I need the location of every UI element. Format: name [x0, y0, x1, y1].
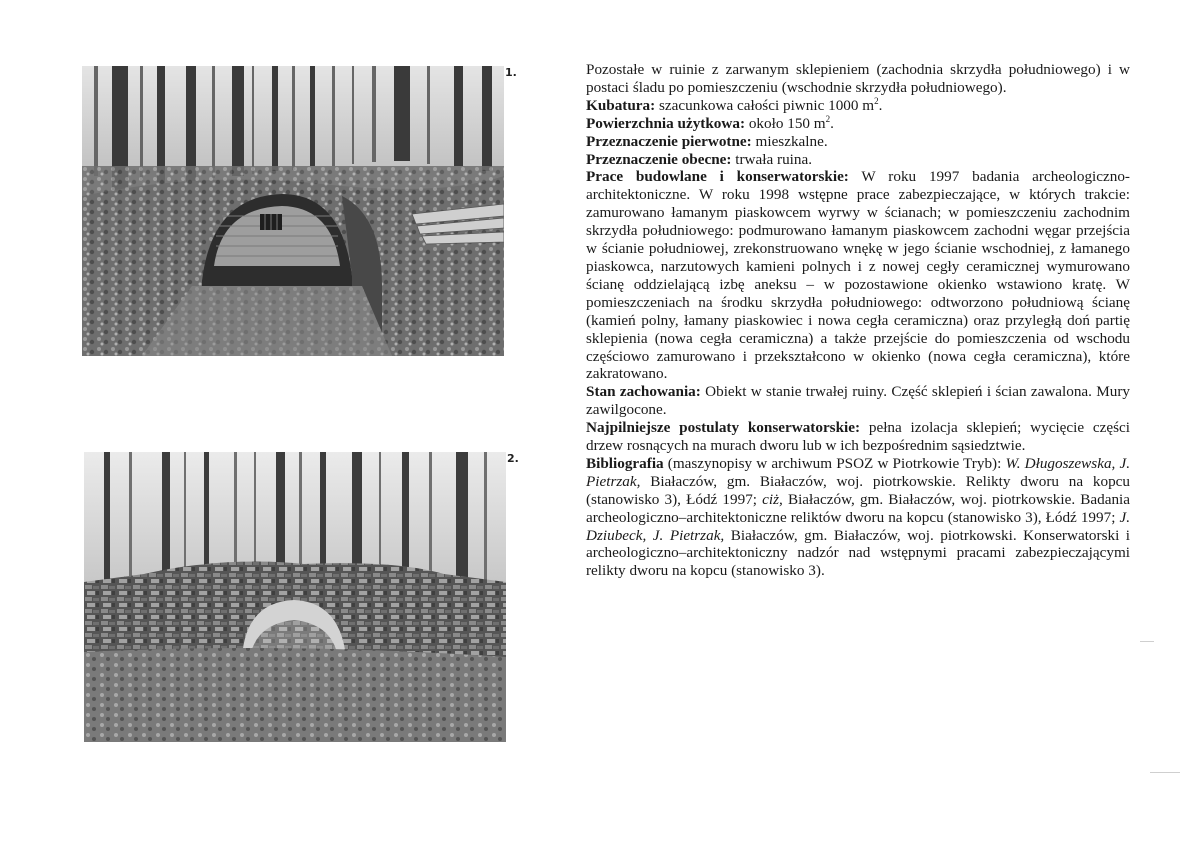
bibl-author-2: ciż, — [762, 490, 783, 508]
bibliografia-paragraph: Bibliografia (maszynopisy w archiwum PSOZ w Piotrkowie Tryb): W. Długoszewska, J. Pietrzak, Białaczów, gm. Białaczów, woj. piotrkowskie. Relikty dworu na kopcu (stanowisko 3), Łódź 1997; ciż, Białaczów, gm. Białaczów, woj. piotrkowskie. Badania archeologiczno–architektoniczne reliktów dworu na kopcu (stanowisko 3), Łódź 1997; J. Dziubeck, J. Pietrzak, Białaczów, gm. Białaczów, woj. piotrkowski. Konserwatorski i archeologiczno–architektoniczny nadzór nad wstępnymi pracami zabezpieczającymi relikty dworu na kopcu (stanowisko 3). — [586, 454, 1131, 580]
photo-number-2: 2. — [507, 452, 519, 465]
powierzchnia-value: około 150 m — [748, 114, 826, 132]
intro-paragraph: Pozostałe w ruinie z zarwanym sklepieniem (zachodnia skrzydła południowego) i w postaci śladu po pomieszczeniu (wschodnie skrzydła południowego). — [586, 61, 1130, 96]
scan-mark — [1140, 641, 1154, 642]
przeznaczenie-obecne-label: Przeznaczenie obecne: — [586, 150, 732, 168]
przeznaczenie-obecne-line — [586, 151, 1130, 169]
prace-value: W roku 1997 badania archeologiczno-architektoniczne. W roku 1998 wstępne prace zabezpieczające, w których trakcie: zamurowano łamanym piaskowcem wyrwy w ścianach; w pomieszczeniu zachodnim skrzydła południowego: podmurowano łamanym piaskowcem zachodni węgar przejścia w ścianie południowej, zrekonstruowano wnękę w jego ścianie wschodniej, z łamanego piaskowca, narzutowych kamieni polnych i z nowej cegły ceramicznej wymurowano ścianę oddzielającą izbę aneksu – w pozostawione okienko wstawiono kratę. W pomieszczeniach na środku skrzydła południowego: odtworzono południową ścianę (kamień polny, łamany piaskowiec i nowa cegła ceramiczna) oraz przyległą doń partię sklepienia (nowa cegła ceramiczna) a także przejście do pomieszczenia od wschodu częściowo zamurowano i przekształcono w okienko (nowa cegła ceramiczna), które zakratowano. — [586, 168, 1130, 383]
prace-label: Prace budowlane i konserwatorskie: — [586, 168, 849, 186]
photo-cellar-ruin-2-image — [84, 452, 506, 742]
kubatura-label: Kubatura: — [586, 96, 656, 114]
kubatura-value: szacunkowa całości piwnic 1000 m — [659, 96, 875, 114]
bibliografia-label: Bibliografia — [586, 454, 664, 472]
photo-cellar-ruin-1-image — [82, 66, 504, 356]
powierzchnia-label: Powierzchnia użytkowa: — [586, 114, 746, 132]
postulaty-value: pełna izolacja sklepień; wycięcie części drzew rosnących na murach dworu lub w ich bezpośrednim sąsiedztwie. — [586, 419, 1130, 455]
przeznaczenie-pierwotne-value: mieszkalne. — [755, 132, 828, 150]
bibl-author-1: W. Długoszewska, J. Pietrzak, — [586, 454, 1130, 490]
postulaty-paragraph — [586, 419, 1130, 455]
description-text — [586, 61, 1130, 580]
photo-number-1: 1. — [505, 66, 517, 79]
prace-paragraph — [586, 168, 1130, 383]
photo-cellar-ruin-1 — [82, 66, 504, 356]
scan-mark — [1150, 772, 1180, 773]
powierzchnia-sup: 2 — [825, 113, 831, 124]
kubatura-line: Kubatura: szacunkowa całości piwnic 1000 $m^2$. — [586, 95, 883, 114]
postulaty-label: Najpilniejsze postulaty konserwatorskie: — [586, 419, 861, 437]
przeznaczenie-pierwotne-label: Przeznaczenie pierwotne: — [586, 132, 752, 150]
przeznaczenie-obecne-value: trwała ruina. — [735, 150, 813, 168]
stan-label: Stan zachowania: — [586, 383, 701, 401]
przeznaczenie-pierwotne-line — [586, 133, 1130, 151]
kubatura-sup: 2 — [874, 95, 879, 106]
powierzchnia-line: Powierzchnia użytkowa: około 150 $m^2$. — [586, 113, 834, 132]
stan-value: Obiekt w stanie trwałej ruiny. Część sklepień i ścian zawalona. Mury zawilgocone. — [586, 383, 1131, 419]
stan-paragraph — [586, 383, 1130, 419]
photo-cellar-ruin-2 — [84, 452, 506, 742]
bibl-author-3: J. Dziubeck, J. Pietrzak, — [586, 508, 1130, 544]
